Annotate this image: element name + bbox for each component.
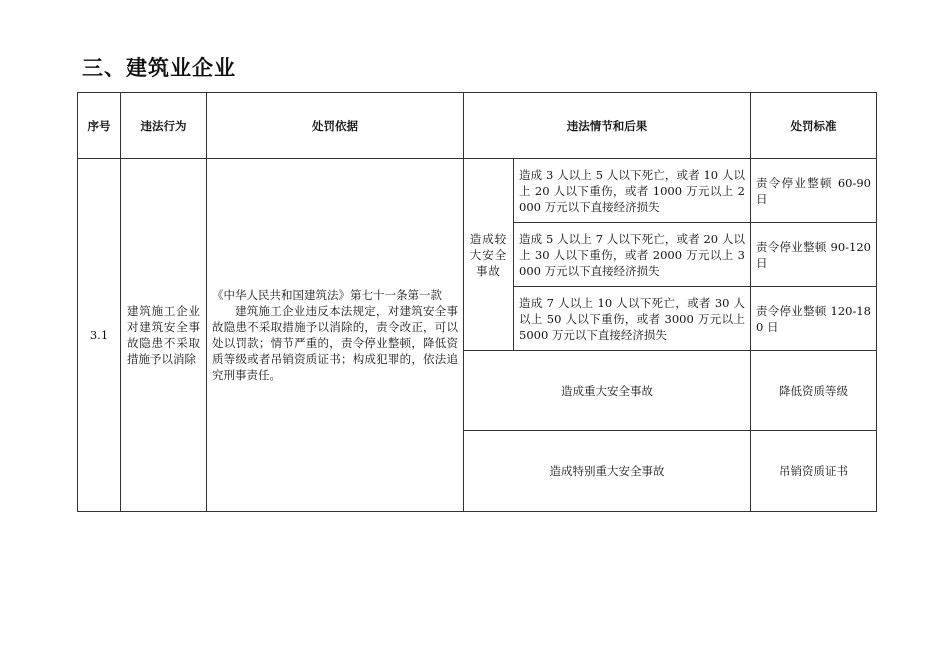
consequence-1: 造成 3 人以上 5 人以下死亡，或者 10 人以上 20 人以下重伤，或者 1000 万元以上 2000 万元以下直接经济损失 [514, 159, 751, 223]
penalty-table [77, 92, 877, 512]
standard-major: 降低资质等级 [751, 351, 877, 431]
standard-1: 责令停业整顿 60-90 日 [751, 159, 877, 223]
table-row [78, 159, 877, 223]
basis-citation: 《中华人民共和国建筑法》第七十一条第一款 [212, 288, 442, 302]
header-standard: 处罚标准 [751, 93, 877, 159]
header-circumstances: 违法情节和后果 [464, 93, 751, 159]
header-basis: 处罚依据 [207, 93, 464, 159]
row-act: 建筑施工企业对建筑安全事故隐患不采取措施予以消除 [121, 159, 207, 512]
standard-2: 责令停业整顿 90-120 日 [751, 223, 877, 287]
consequence-major: 造成重大安全事故 [464, 351, 751, 431]
consequence-2: 造成 5 人以上 7 人以下死亡，或者 20 人以上 30 人以下重伤，或者 2000 万元以上 3000 万元以下直接经济损失 [514, 223, 751, 287]
table-header-row [78, 93, 877, 159]
header-seq: 序号 [78, 93, 121, 159]
consequence-extreme: 造成特别重大安全事故 [464, 431, 751, 512]
consequence-3: 造成 7 人以上 10 人以下死亡，或者 30 人以上 50 人以下重伤，或者 3000 万元以上 5000 万元以下直接经济损失 [514, 287, 751, 351]
standard-extreme: 吊销资质证书 [751, 431, 877, 512]
row-seq: 3.1 [78, 159, 121, 512]
section-title: 三、建筑业企业 [82, 56, 236, 80]
row-basis [207, 159, 464, 512]
basis-text: 建筑施工企业违反本法规定，对建筑安全事故隐患不采取措施予以消除的，责令改正，可以处以罚款；情节严重的，责令停业整顿，降低资质等级或者吊销资质证书；构成犯罪的，依法追究刑事责任。 [212, 304, 458, 382]
header-act: 违法行为 [121, 93, 207, 159]
group-label: 造成较大安全事故 [464, 159, 514, 351]
standard-3: 责令停业整顿 120-180 日 [751, 287, 877, 351]
